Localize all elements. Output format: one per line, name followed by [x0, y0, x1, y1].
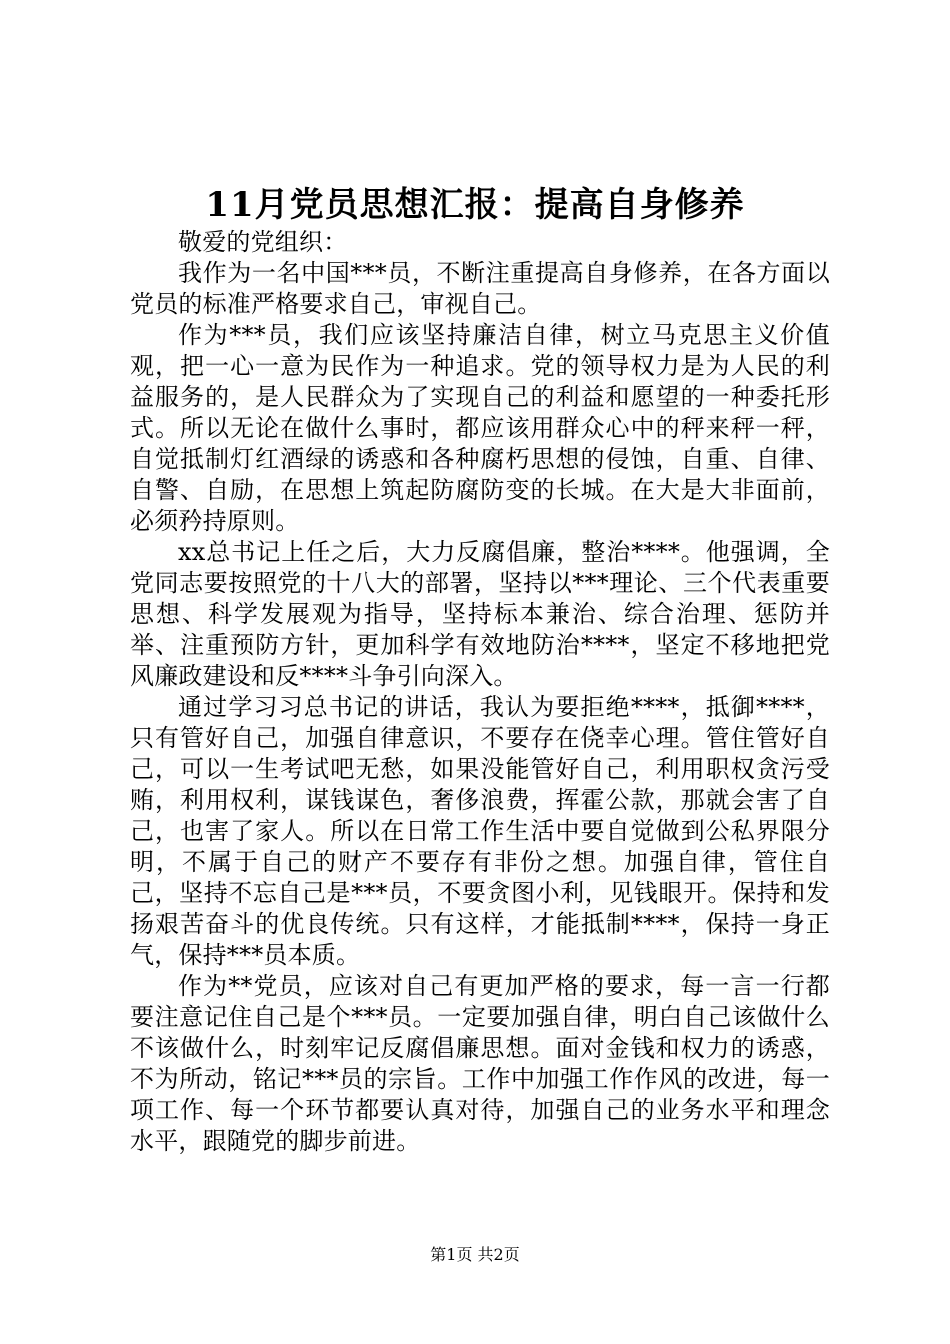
document-title: 11月党员思想汇报：提高自身修养 — [205, 185, 745, 225]
paragraph: 作为***员，我们应该坚持廉洁自律，树立马克思主义价值观，把一心一意为民作为一种追求。党的领导权力是为人民的利益服务的，是人民群众为了实现自己的利益和愿望的一种委托形式。所以无论在做什么事时，都应该用群众心中的秤来秤一秤，自觉抵制灯红酒绿的诱惑和各种腐朽思想的侵蚀，自重、自律、自警、自励，在思想上筑起防腐防变的长城。在大是大非面前，必须矜持原则。 — [130, 321, 830, 535]
paragraph-salutation: 敬爱的党组织： — [178, 228, 348, 256]
paragraph: 我作为一名中国***员，不断注重提高自身修养，在各方面以党员的标准严格要求自己，审视自己。 — [130, 259, 830, 318]
paragraph: 通过学习习总书记的讲话，我认为要拒绝****，抵御****，只有管好自己，加强自律意识，不要存在侥幸心理。管住管好自己，可以一生考试吧无愁，如果没能管好自己，利用职权贪污受贿，利用权利，谋钱谋色，奢侈浪费，挥霍公款，那就会害了自己，也害了家人。所以在日常工作生活中要自觉做到公私界限分明，不属于自己的财产不要存有非份之想。加强自律，管住自己，坚持不忘自己是***员，不要贪图小利，见钱眼开。保持和发扬艰苦奋斗的优良传统。只有这样，才能抵制****，保持一身正气，保持***员本质。 — [130, 693, 830, 969]
document-body — [130, 227, 830, 1157]
paragraph: xx总书记上任之后，大力反腐倡廉，整治****。他强调，全党同志要按照党的十八大的部署，坚持以***理论、三个代表重要思想、科学发展观为指导，坚持标本兼治、综合治理、惩防并举、注重预防方针，更加科学有效地防治****，坚定不移地把党风廉政建设和反****斗争引向深入。 — [130, 538, 830, 690]
page-number-footer: 第1页 共2页 — [430, 1245, 520, 1264]
paragraph: 作为**党员，应该对自己有更加严格的要求，每一言一行都要注意记住自己是个***员。一定要加强自律，明白自己该做什么不该做什么，时刻牢记反腐倡廉思想。面对金钱和权力的诱惑，不为所动，铭记***员的宗旨。工作中加强工作作风的改进，每一项工作、每一个环节都要认真对待，加强自己的业务水平和理念水平，跟随党的脚步前进。 — [130, 972, 830, 1155]
